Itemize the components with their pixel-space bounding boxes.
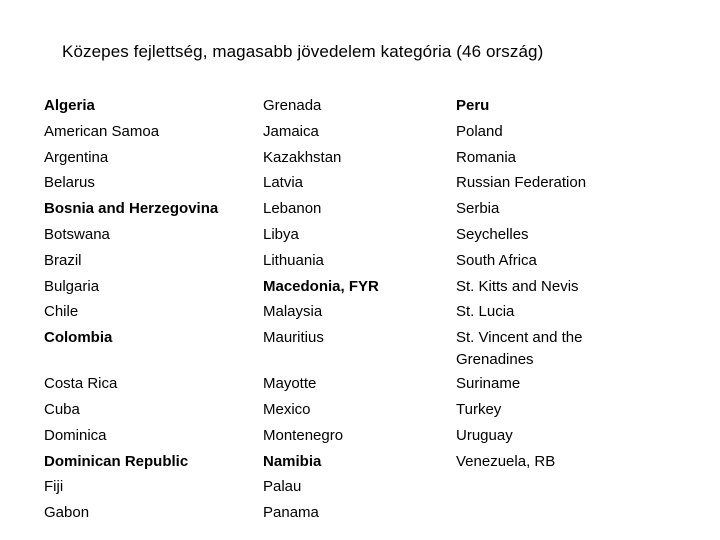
country-cell: Uruguay <box>456 426 513 444</box>
country-cell: Dominica <box>44 426 107 444</box>
country-cell: Argentina <box>44 148 109 166</box>
table-row <box>44 373 684 399</box>
table-row <box>44 224 684 250</box>
table-row <box>44 95 684 121</box>
country-cell: Lebanon <box>263 200 322 218</box>
country-cell: Poland <box>456 122 503 140</box>
table-row <box>44 425 684 451</box>
table-row <box>44 399 684 425</box>
country-cell: Colombia <box>44 329 113 347</box>
country-cell: Peru <box>456 97 490 114</box>
country-cell: Bulgaria <box>44 277 100 295</box>
country-cell: Malaysia <box>263 303 323 321</box>
country-cell: Panama <box>263 504 319 522</box>
table-row <box>44 276 684 302</box>
country-cell: Romania <box>456 148 517 166</box>
country-cell: Grenada <box>263 97 322 114</box>
country-cell: Serbia <box>456 200 500 218</box>
table-row <box>44 327 684 373</box>
country-cell: Venezuela, RB <box>456 452 556 470</box>
country-cell: Mexico <box>263 400 311 418</box>
table-row <box>44 147 684 173</box>
country-cell: Mauritius <box>263 329 324 347</box>
country-cell: St. Vincent and the Grenadines <box>456 329 583 369</box>
country-cell: Suriname <box>456 375 521 393</box>
country-cell: Jamaica <box>263 122 319 140</box>
country-cell: Brazil <box>44 251 82 269</box>
country-cell: Turkey <box>456 400 502 418</box>
table-row <box>44 172 684 198</box>
country-cell: Latvia <box>263 174 304 192</box>
country-cell: Bosnia and Herzegovina <box>44 200 219 218</box>
country-cell: Botswana <box>44 225 110 243</box>
country-cell: Fiji <box>44 478 64 496</box>
table-row <box>44 476 684 502</box>
country-cell: St. Kitts and Nevis <box>456 277 579 295</box>
country-cell: Macedonia, FYR <box>263 277 379 295</box>
table-row <box>44 502 684 528</box>
country-cell: Cuba <box>44 400 80 418</box>
country-cell: Namibia <box>263 452 322 470</box>
country-cell: Costa Rica <box>44 375 118 393</box>
country-cell: Mayotte <box>263 375 317 393</box>
country-cell: Palau <box>263 478 302 496</box>
country-cell: Belarus <box>44 174 95 192</box>
country-cell: Russian Federation <box>456 174 587 192</box>
country-cell: Algeria <box>44 97 95 114</box>
country-cell: Seychelles <box>456 225 529 243</box>
country-cell: American Samoa <box>44 122 160 140</box>
country-cell: Gabon <box>44 504 90 522</box>
country-cell: St. Lucia <box>456 303 515 321</box>
table-row <box>44 121 684 147</box>
page-title: Közepes fejlettség, magasabb jövedelem kategória (46 ország) <box>62 42 544 61</box>
country-cell: South Africa <box>456 251 537 269</box>
country-cell: Lithuania <box>263 251 324 269</box>
table-row <box>44 301 684 327</box>
country-cell: Libya <box>263 225 299 243</box>
table-row <box>44 451 684 477</box>
country-cell: Chile <box>44 303 79 321</box>
country-cell: Dominican Republic <box>44 452 189 470</box>
country-cell: Montenegro <box>263 426 344 444</box>
table-row <box>44 198 684 224</box>
country-table <box>44 95 684 528</box>
table-row <box>44 250 684 276</box>
country-cell: Kazakhstan <box>263 148 342 166</box>
